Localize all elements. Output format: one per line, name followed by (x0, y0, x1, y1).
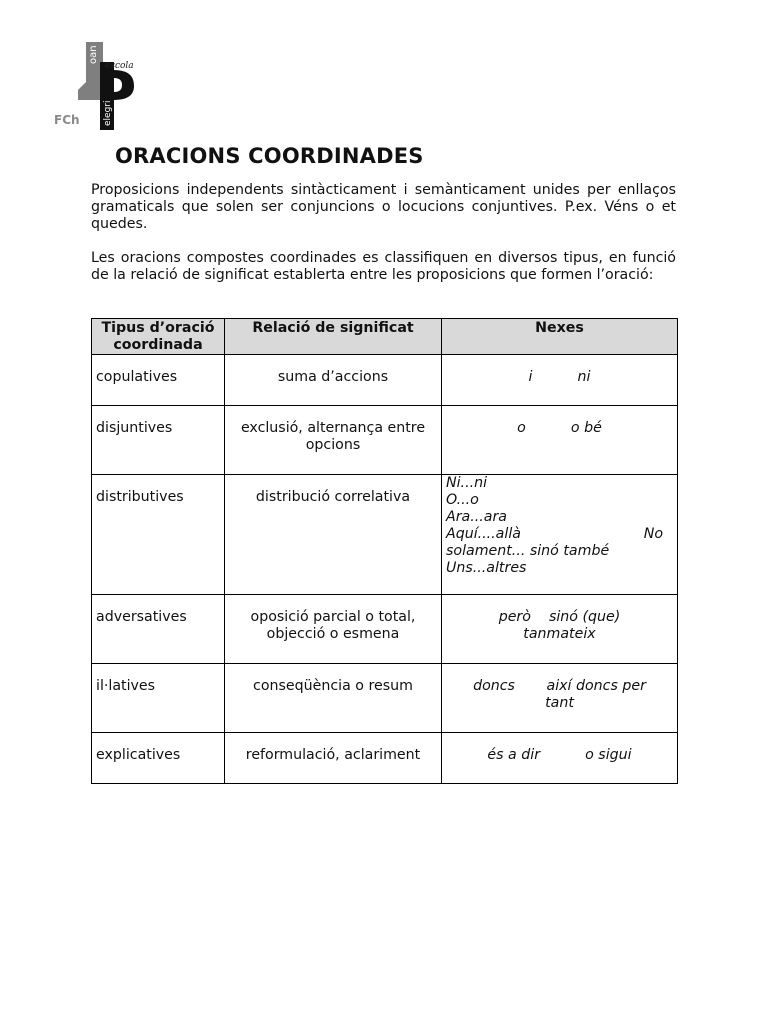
nexe-item: Ni...ni (446, 475, 488, 491)
school-logo (54, 42, 138, 130)
nexe-item-split (446, 526, 663, 543)
row-type: explicatives (92, 733, 225, 784)
row-type: copulatives (92, 355, 225, 406)
logo-text-escola: escola (105, 61, 134, 71)
row-type: il·latives (92, 664, 225, 733)
row-type: adversatives (92, 595, 225, 664)
logo-text-elegri: elegri (103, 100, 113, 126)
nexe-item: Uns...altres (446, 560, 527, 576)
table-row (92, 595, 678, 664)
table-header-row (92, 319, 678, 355)
coordination-table (91, 318, 678, 784)
row-relation: suma d’accions (225, 355, 442, 406)
row-nexes: però sinó (que) tanmateix (442, 595, 678, 664)
table-row (92, 733, 678, 784)
logo-p-bowl (114, 70, 134, 100)
row-nexes: doncs així doncs per tant (442, 664, 678, 733)
row-relation: exclusió, alternança entre opcions (225, 406, 442, 475)
table-row (92, 664, 678, 733)
row-relation: distribució correlativa (225, 475, 442, 595)
row-nexes: o o bé (442, 406, 678, 475)
nexe-item: Ara...ara (446, 509, 507, 525)
table-row (92, 475, 678, 595)
nexe-item: No (643, 526, 663, 542)
intro-paragraph: Proposicions independents sintàcticament i semànticament unides per enllaços gramaticals que solen ser conjuncions o locucions conjuntives. P.ex. Véns o et quedes. (91, 182, 676, 232)
classification-paragraph: Les oracions compostes coordinades es classifiquen en diversos tipus, en funció de la relació de significat establerta entre les proposicions que formen l’oració: (91, 250, 676, 283)
row-type: disjuntives (92, 406, 225, 475)
row-relation: reformulació, aclariment (225, 733, 442, 784)
row-nexes: i ni (442, 355, 678, 406)
logo-text-oan: oan (88, 45, 99, 64)
page-title: ORACIONS COORDINADES (115, 144, 424, 168)
nexe-item: O...o (446, 492, 479, 508)
nexe-item: solament... sinó també (446, 543, 610, 559)
logo-j-hook (78, 82, 86, 100)
table-row (92, 355, 678, 406)
header-nexes: Nexes (442, 319, 678, 355)
header-type: Tipus d’oració coordinada (92, 319, 225, 355)
logo-text-fch: FCh (54, 113, 80, 127)
row-nexes-list (442, 475, 678, 595)
row-type: distributives (92, 475, 225, 595)
row-nexes: és a dir o sigui (442, 733, 678, 784)
nexe-item: Aquí....allà (446, 526, 521, 542)
table-row (92, 406, 678, 475)
header-relation: Relació de significat (225, 319, 442, 355)
row-relation: conseqüència o resum (225, 664, 442, 733)
row-relation: oposició parcial o total, objecció o esmena (225, 595, 442, 664)
